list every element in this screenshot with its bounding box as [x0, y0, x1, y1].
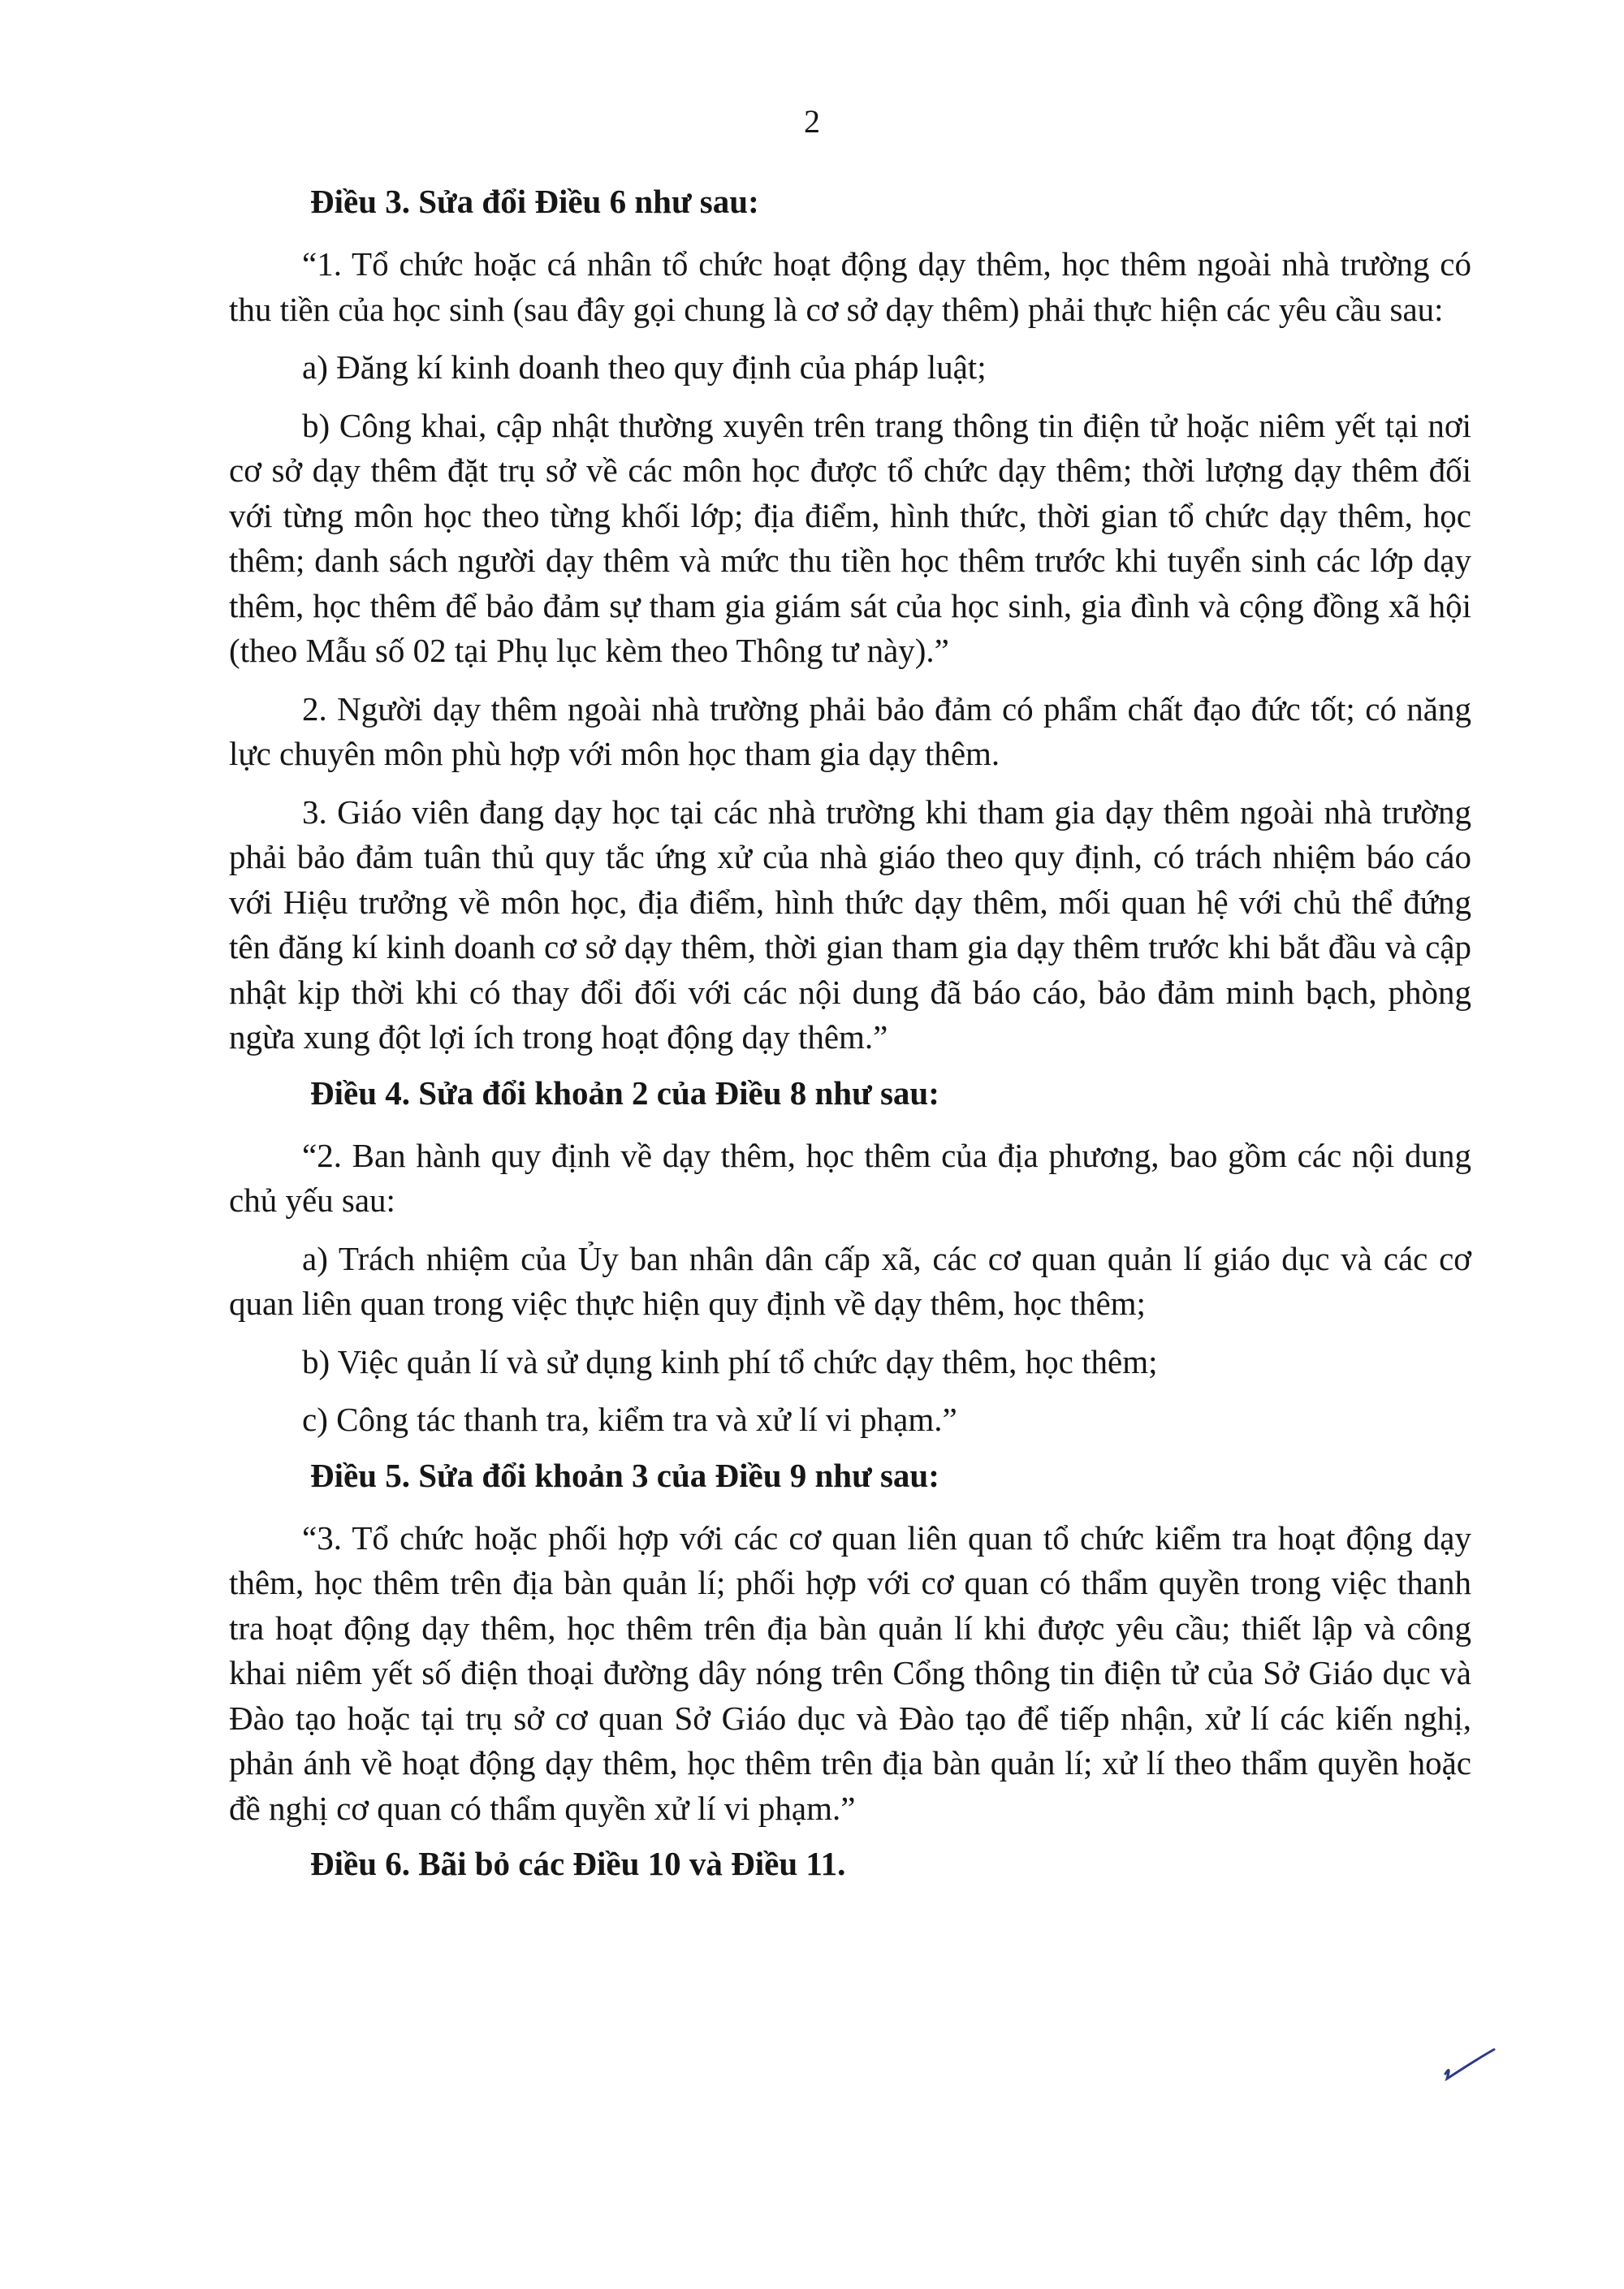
article-3-point-a: a) Đăng kí kinh doanh theo quy định của pháp luật; — [302, 348, 987, 386]
article-3-clause-3: 3. Giáo viên đang dạy học tại các nhà trường khi tham gia dạy thêm ngoài nhà trường phải bảo đảm tuân thủ quy tắc ứng xử của nhà giáo theo quy định, có trách nhiệm báo cáo với Hiệu trưởng về môn học, địa điểm, hình thức dạy thêm, mối quan hệ với chủ thể đứng tên đăng kí kinh doanh cơ sở dạy thêm, thời gian tham gia dạy thêm trước khi bắt đầu và cập nhật kịp thời khi có thay đổi đối với các nội dung đã báo cáo, bảo đảm minh bạch, phòng ngừa xung đột lợi ích trong hoạt động dạy thêm.” — [229, 793, 1471, 1056]
article-3-point-b: b) Công khai, cập nhật thường xuyên trên trang thông tin điện tử hoặc niêm yết tại nơi cơ sở dạy thêm đặt trụ sở về các môn học được tổ chức dạy thêm; thời lượng dạy thêm đối với từng môn học theo từng khối lớp; địa điểm, hình thức, thời gian tổ chức dạy thêm, học thêm; danh sách người dạy thêm và mức thu tiền học thêm trước khi tuyển sinh các lớp dạy thêm, học thêm để bảo đảm sự tham gia giám sát của học sinh, gia đình và cộng đồng xã hội (theo Mẫu số 02 tại Phụ lục kèm theo Thông tư này).” — [229, 406, 1471, 669]
article-4-clause-2: “2. Ban hành quy định về dạy thêm, học thêm của địa phương, bao gồm các nội dung chủ yếu sau: — [229, 1136, 1471, 1219]
article-5-clause-3: “3. Tổ chức hoặc phối hợp với các cơ quan liên quan tổ chức kiểm tra hoạt động dạy thêm, học thêm trên địa bàn quản lí; phối hợp với cơ quan có thẩm quyền trong việc thanh tra hoạt động dạy thêm, học thêm trên địa bàn quản lí khi được yêu cầu; thiết lập và công khai niêm yết số điện thoại đường dây nóng trên Cổng thông tin điện tử của Sở Giáo dục và Đào tạo hoặc tại trụ sở cơ quan Sở Giáo dục và Đào tạo để tiếp nhận, xử lí các kiến nghị, phản ánh về hoạt động dạy thêm, học thêm trên địa bàn quản lí; xử lí theo thẩm quyền hoặc đề nghị cơ quan có thẩm quyền xử lí vi phạm.” — [229, 1518, 1471, 1827]
article-6-heading: Điều 6. Bãi bỏ các Điều 10 và Điều 11. — [310, 1845, 846, 1882]
document-body — [229, 182, 1471, 1904]
article-3-clause-2: 2. Người dạy thêm ngoài nhà trường phải bảo đảm có phẩm chất đạo đức tốt; có năng lực chuyên môn phù hợp với môn học tham gia dạy thêm. — [229, 689, 1471, 772]
article-4-point-b: b) Việc quản lí và sử dụng kinh phí tổ chức dạy thêm, học thêm; — [302, 1342, 1158, 1380]
article-4-point-a: a) Trách nhiệm của Ủy ban nhân dân cấp xã, các cơ quan quản lí giáo dục và các cơ quan liên quan trong việc thực hiện quy định về dạy thêm, học thêm; — [229, 1239, 1471, 1322]
article-3-clause-1: “1. Tổ chức hoặc cá nhân tổ chức hoạt động dạy thêm, học thêm ngoài nhà trường có thu tiền của học sinh (sau đây gọi chung là cơ sở dạy thêm) phải thực hiện các yêu cầu sau: — [229, 245, 1471, 328]
initial-mark-icon — [1429, 2040, 1502, 2088]
page-number: 2 — [804, 103, 820, 140]
article-3-heading: Điều 3. Sửa đổi Điều 6 như sau: — [310, 183, 759, 220]
article-4-point-c: c) Công tác thanh tra, kiểm tra và xử lí vi phạm.” — [302, 1401, 957, 1438]
article-5-heading: Điều 5. Sửa đổi khoản 3 của Điều 9 như sau: — [310, 1456, 939, 1494]
article-4-heading: Điều 4. Sửa đổi khoản 2 của Điều 8 như sau: — [310, 1073, 939, 1112]
